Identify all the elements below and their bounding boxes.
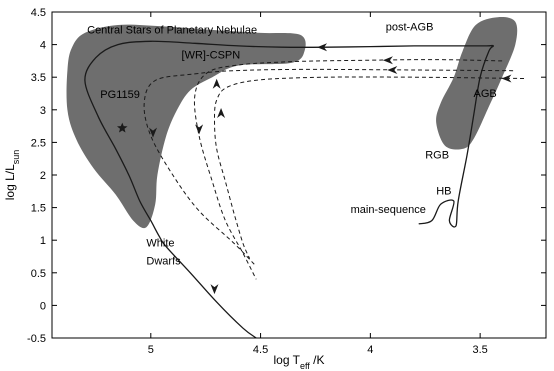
region-agb bbox=[436, 17, 517, 149]
track-arrow-3-1 bbox=[213, 79, 221, 89]
y-tick-label: 2.5 bbox=[30, 137, 46, 150]
annotation-agb: AGB bbox=[473, 87, 497, 100]
annotation-dwarfs: Dwarfs bbox=[146, 255, 181, 268]
track-arrow-3-2 bbox=[217, 108, 225, 118]
x-tick-label: 3.5 bbox=[472, 344, 488, 356]
annotation-pg1159: PG1159 bbox=[100, 89, 140, 102]
annotation-rgb: RGB bbox=[425, 149, 450, 162]
annotation-white: White bbox=[146, 237, 175, 250]
y-tick-label: 0 bbox=[39, 300, 46, 313]
y-tick-label: 3.5 bbox=[30, 72, 46, 85]
x-axis-title-sub: eff bbox=[299, 361, 310, 371]
annotation-post-agb: post-AGB bbox=[385, 21, 434, 34]
track-arrow-1-0 bbox=[383, 56, 393, 64]
track-arrow-2-0 bbox=[387, 66, 397, 74]
annotation-main-sequence: main-sequence bbox=[350, 203, 426, 216]
y-tick-label: 2 bbox=[39, 170, 46, 182]
y-tick-label: 4.5 bbox=[30, 7, 46, 19]
y-tick-label: 1 bbox=[39, 235, 46, 248]
y-tick-label: -0.5 bbox=[27, 333, 46, 345]
y-axis-title-main: log L/L bbox=[3, 164, 17, 201]
x-tick-label: 4 bbox=[367, 344, 374, 356]
y-tick-label: 3 bbox=[39, 104, 46, 117]
x-tick-label: 5 bbox=[147, 344, 154, 356]
marker-white-dwarf-arrow bbox=[210, 284, 218, 294]
x-axis-title bbox=[274, 353, 325, 371]
y-axis-title bbox=[3, 150, 21, 201]
annotation-wr-cspn: [WR]-CSPN bbox=[181, 49, 241, 62]
annotation-cspn-title: Central Stars of Planetary Nebulae bbox=[87, 24, 258, 37]
y-axis-title-sub: sun bbox=[11, 149, 21, 165]
x-tick-label: 4.5 bbox=[252, 344, 269, 356]
annotation-hb: HB bbox=[436, 185, 452, 198]
track-arrow-1-1 bbox=[195, 124, 203, 134]
x-axis-title-unit: /K bbox=[309, 353, 325, 367]
y-tick-label: 0.5 bbox=[30, 267, 46, 280]
y-tick-label: 1.5 bbox=[30, 202, 46, 215]
x-axis-title-main: log T bbox=[273, 353, 300, 367]
y-tick-label: 4 bbox=[39, 39, 46, 52]
